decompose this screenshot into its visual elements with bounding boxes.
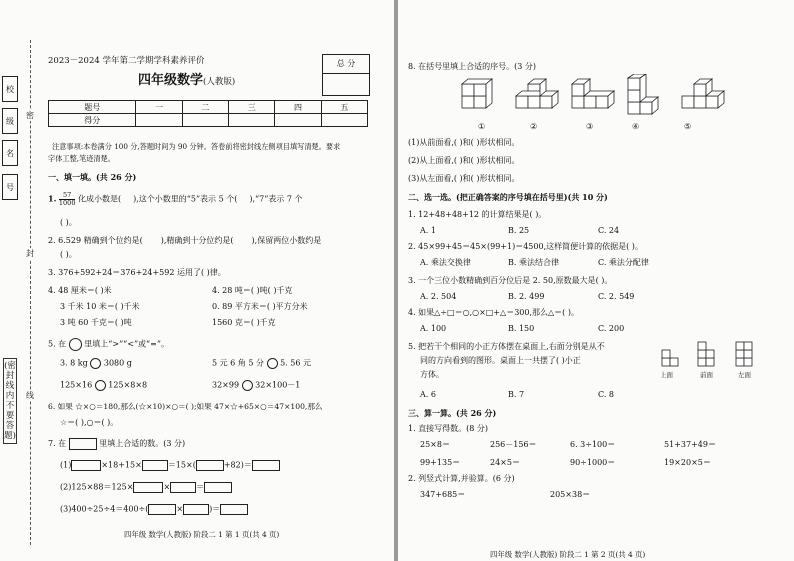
mc-option: C. 200 xyxy=(598,324,625,333)
compare-circle[interactable] xyxy=(267,358,278,369)
question-6: 6. 如果 ☆×○＝180,那么(☆×10)×○＝( );如果 47×☆+65×○＝47×100,那么 xyxy=(48,402,323,411)
question-4-cell: 0. 89 平方米＝( )平方分米 xyxy=(212,302,308,311)
score-table-cell: 一 xyxy=(136,101,182,114)
answer-box[interactable] xyxy=(142,460,168,471)
compare-right: 125×8×8 xyxy=(108,380,148,390)
circle-blank-icon xyxy=(69,338,82,351)
cube-shape-1-icon xyxy=(462,79,492,108)
calc-1-heading: 1. 直接写得数。(8 分) xyxy=(408,424,489,433)
exam-title-edition: (人教版) xyxy=(203,77,236,87)
score-input-cell[interactable] xyxy=(136,114,182,127)
mc-question: 4. 如果△÷□＝○,○×□+△＝300,那么△＝( )。 xyxy=(408,308,579,317)
score-input-cell[interactable] xyxy=(275,114,321,127)
question-4-cell: 4. 48 厘米＝( )米 xyxy=(48,286,112,295)
answer-box[interactable] xyxy=(148,504,176,515)
cube-shape-5-icon xyxy=(682,79,724,108)
question-7-part-1 xyxy=(60,460,280,471)
binding-margin xyxy=(0,0,38,561)
compare-item xyxy=(212,380,300,391)
score-table-score-row xyxy=(49,114,368,127)
cube-figures xyxy=(454,74,754,122)
question-text: (1) xyxy=(60,460,72,470)
seal-char: 封 xyxy=(26,249,34,258)
page-2 xyxy=(398,0,794,561)
mc-option: A. 2. 504 xyxy=(420,292,457,301)
question-7-part-2 xyxy=(60,482,232,493)
compare-left: 3. 8 kg xyxy=(60,358,88,368)
compare-circle[interactable] xyxy=(95,380,106,391)
side-label-name: 名 xyxy=(2,140,18,166)
mc-option: C. 2. 549 xyxy=(598,292,635,301)
question-text: ),精确到十分位约是( xyxy=(160,236,234,245)
calc-item: 25×8＝ xyxy=(420,440,450,449)
question-text: (3)400÷25÷4＝400÷( xyxy=(60,504,149,514)
score-table-cell: 二 xyxy=(182,101,228,114)
mc-option: B. 2. 499 xyxy=(508,292,545,301)
compare-item xyxy=(60,380,147,391)
compare-circle[interactable] xyxy=(242,380,253,391)
calc-item: 99+135＝ xyxy=(420,458,461,467)
calc-item: 51+37+49＝ xyxy=(664,440,716,449)
exam-title-main: 四年级数学 xyxy=(138,73,204,88)
answer-box[interactable] xyxy=(170,482,196,493)
compare-item xyxy=(60,358,132,369)
calc-item: 6. 3÷100＝ xyxy=(570,440,616,449)
score-input-cell[interactable] xyxy=(321,114,367,127)
cube-shape-4-icon xyxy=(628,74,658,114)
mc-question-5-line: 5. 把若干个相同的小正方体摆在桌面上,右面分别是从不 xyxy=(408,342,605,351)
score-table-cell: 三 xyxy=(229,101,275,114)
score-table-cell: 得分 xyxy=(49,114,136,127)
question-text: × xyxy=(163,482,171,492)
question-text: ×18+15× xyxy=(101,460,142,470)
question-6-continued: ☆＝( ),○＝( )。 xyxy=(60,418,119,427)
seal-char: 线 xyxy=(26,391,34,400)
left-view-icon xyxy=(736,342,752,366)
calc-item: 19×20×5＝ xyxy=(664,458,711,467)
calc-item: 90÷1000＝ xyxy=(570,458,616,467)
shape-label: ③ xyxy=(586,122,594,131)
question-text: 2. 6.529 精确到个位约是( xyxy=(48,236,143,245)
question-4-cell: 4. 28 吨＝( )吨( )千克 xyxy=(212,286,293,295)
compare-left: 125×16 xyxy=(60,380,93,390)
question-text: ),这个小数里的“5”表示 5 个( xyxy=(133,194,238,204)
exam-year-title: 2023－2024 学年第二学期学科素养评价 xyxy=(48,56,205,66)
section-2-heading: 二、选一选。(把正确答案的序号填在括号里)(共 10 分) xyxy=(408,192,608,202)
calc-item: 24×5＝ xyxy=(490,458,520,467)
notice-line: 注意事项:本卷满分 100 分,答题时间为 90 分钟。答卷前将密封线左侧项目填写清楚。要求 xyxy=(52,142,341,151)
question-7 xyxy=(48,438,185,450)
compare-circle[interactable] xyxy=(90,358,101,369)
fraction xyxy=(59,192,76,207)
compare-right: 3080 g xyxy=(103,358,132,368)
compare-left: 32×99 xyxy=(212,380,240,390)
seal-warning: (密封线内不要答题) xyxy=(3,358,17,444)
top-view-icon xyxy=(662,350,678,366)
mc-option: A. 6 xyxy=(420,390,436,399)
compare-right: 5. 56 元 xyxy=(280,358,311,368)
answer-box[interactable] xyxy=(252,460,280,471)
score-input-cell[interactable] xyxy=(182,114,228,127)
mc-option: B. 25 xyxy=(508,226,530,235)
side-label-number: 号 xyxy=(2,174,18,200)
shape-label: ① xyxy=(478,122,486,131)
question-text: 5. 在 xyxy=(48,339,67,349)
question-8-line: (2)从上面看,( )和( )形状相同。 xyxy=(408,156,520,165)
front-view-icon xyxy=(698,342,714,366)
view-label: 左面 xyxy=(738,371,751,379)
question-text: (2)125×88＝125× xyxy=(60,482,134,492)
question-2 xyxy=(48,236,321,246)
cube-shape-2-icon xyxy=(516,79,558,108)
question-8-line: (3)从左面看,( )和( )形状相同。 xyxy=(408,174,520,183)
mc-question: 3. 一个三位小数精确到百分位后是 2. 50,原数最大是( )。 xyxy=(408,276,613,285)
question-text: 里填上“>”“<”或“=”。 xyxy=(84,339,169,349)
page-footer: 四年级 数学(人教版) 阶段二 1 第 1 页(共 4 页) xyxy=(124,530,280,539)
mc-option: B. 7 xyxy=(508,390,525,399)
score-table-header-row xyxy=(49,101,368,114)
question-text: ( )。 xyxy=(60,250,77,259)
question-5 xyxy=(48,338,169,351)
score-table xyxy=(48,100,368,127)
mc-option: C. 乘法分配律 xyxy=(598,258,649,267)
seal-char: 密 xyxy=(26,111,34,120)
question-text: )＝ xyxy=(209,504,221,514)
compare-right: 32×100－1 xyxy=(255,380,301,390)
calc-2-heading: 2. 列竖式计算,并验算。(6 分) xyxy=(408,474,515,483)
side-label-school: 校 xyxy=(2,76,18,102)
question-text: ( )。 xyxy=(60,218,77,227)
question-text: 7. 在 xyxy=(48,439,67,448)
answer-box[interactable] xyxy=(204,482,232,493)
answer-box[interactable] xyxy=(220,504,248,515)
mc-option: A. 乘法交换律 xyxy=(420,258,471,267)
mc-option: A. 100 xyxy=(420,324,447,333)
total-score-label: 总 分 xyxy=(323,55,369,74)
section-3-heading: 三、算一算。(共 26 分) xyxy=(408,408,497,418)
mc-question: 1. 12+48+48+12 的计算结果是( )。 xyxy=(408,210,547,219)
mc-option: B. 150 xyxy=(508,324,535,333)
question-7-part-3 xyxy=(60,504,248,515)
question-text: × xyxy=(176,504,184,514)
calc-item: 256－156＝ xyxy=(490,440,537,449)
fraction-denominator: 1000 xyxy=(58,199,76,207)
fraction-numerator: 57 xyxy=(59,192,76,200)
calc-2-item: 205×38＝ xyxy=(550,490,591,499)
mc-question-5-line: 同的方向看到的图形。桌面上一共摆了( )小正 xyxy=(420,356,581,365)
view-label: 前面 xyxy=(700,371,713,379)
question-text: +82)＝ xyxy=(223,460,252,470)
score-table-cell: 五 xyxy=(321,101,367,114)
section-1-heading: 一、填一填。(共 26 分) xyxy=(48,172,137,182)
shape-label: ⑤ xyxy=(684,122,692,131)
calc-2-item: 347+685＝ xyxy=(420,490,466,499)
page-1 xyxy=(0,0,394,561)
shape-label: ④ xyxy=(632,122,640,131)
answer-box[interactable] xyxy=(71,460,101,471)
mc-option: B. 乘法结合律 xyxy=(508,258,559,267)
question-text: 里填上合适的数。(3 分) xyxy=(99,439,186,448)
score-input-cell[interactable] xyxy=(229,114,275,127)
mc-question-5-line: 方体。 xyxy=(420,370,444,379)
total-score-box xyxy=(322,54,370,96)
question-3: 3. 376+592+24＝376+24+592 运用了( )律。 xyxy=(48,268,226,277)
question-4-cell: 1560 克＝( )千克 xyxy=(212,318,276,327)
notice-line: 字体工整,笔迹清楚。 xyxy=(48,154,115,163)
shape-label: ② xyxy=(530,122,538,131)
compare-left: 5 元 6 角 5 分 xyxy=(212,358,264,368)
question-text: ＝15×( xyxy=(167,460,196,470)
cube-shape-3-icon xyxy=(572,79,614,108)
mc-question: 2. 45×99+45＝45×(99+1)＝4500,这样简便计算的依据是( )。 xyxy=(408,242,643,251)
question-4-cell: 3 千米 10 米＝( )千米 xyxy=(60,302,140,311)
blank-box-icon xyxy=(69,438,97,450)
view-figures xyxy=(660,340,770,376)
question-number: 1. xyxy=(48,193,57,204)
mc-option: C. 8 xyxy=(598,390,615,399)
question-text: ＝ xyxy=(196,482,205,492)
question-text: ),保留两位小数约是 xyxy=(251,236,322,245)
view-label: 上面 xyxy=(660,371,673,379)
score-table-cell: 题号 xyxy=(49,101,136,114)
compare-item xyxy=(212,358,311,369)
answer-box[interactable] xyxy=(196,460,224,471)
question-8: 8. 在括号里填上合适的序号。(3 分) xyxy=(408,62,537,71)
mc-option: C. 24 xyxy=(598,226,620,235)
answer-box[interactable] xyxy=(133,482,163,493)
question-text: 化成小数是( xyxy=(78,194,122,204)
mc-option: A. 1 xyxy=(420,226,436,235)
question-8-line: (1)从前面看,( )和( )形状相同。 xyxy=(408,138,520,147)
exam-title xyxy=(138,73,236,88)
score-table-cell: 四 xyxy=(275,101,321,114)
question-4-cell: 3 吨 60 千克＝( )吨 xyxy=(60,318,132,327)
question-1 xyxy=(48,192,302,207)
side-label-class: 级 xyxy=(2,108,18,134)
page-footer: 四年级 数学(人教版) 阶段二 1 第 2 页(共 4 页) xyxy=(490,550,646,559)
answer-box[interactable] xyxy=(183,504,209,515)
question-text: ),“7”表示 7 个 xyxy=(249,194,303,204)
